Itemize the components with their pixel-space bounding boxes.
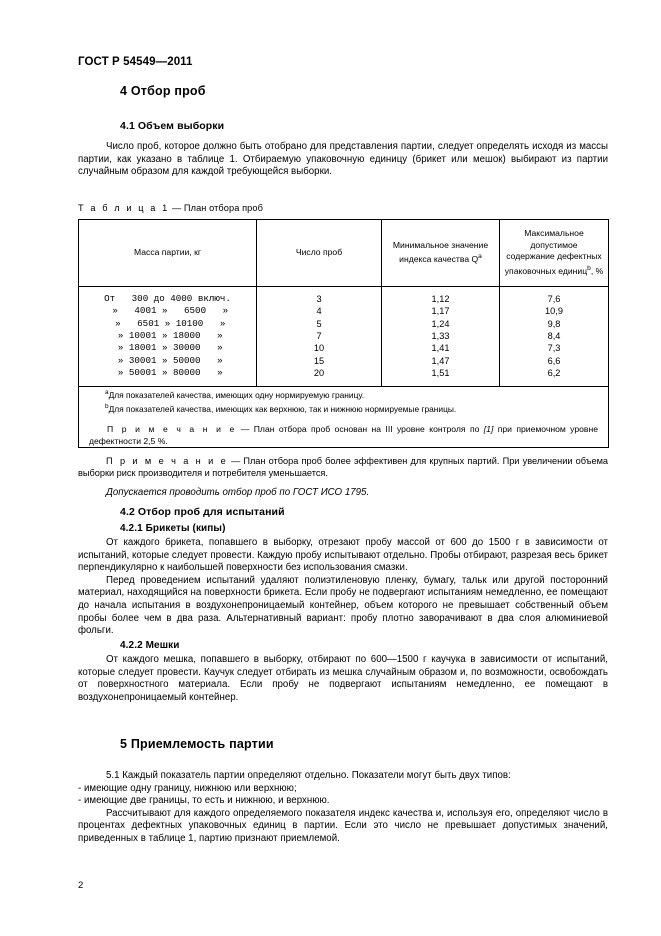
cell-samples: 3: [257, 286, 382, 305]
table-caption-label: Т а б л и ц а 1: [78, 203, 170, 213]
cell-mass: » 6501 » 10100 »: [79, 318, 257, 330]
section-4-heading-block: [78, 84, 608, 98]
table-footnotes-cell: [79, 386, 609, 447]
footnote-marker-a: a: [478, 253, 482, 260]
allowance-block: [78, 487, 608, 500]
section-5-1-block: [78, 770, 608, 846]
cell-defective-percent: 10,9: [500, 305, 609, 317]
cell-mass: » 50001 » 80000 »: [79, 367, 257, 386]
table-note-reference: [1]: [483, 424, 494, 435]
section-4-2-1-paragraph-1: От каждого брикета, попавшего в выборку, отрезают пробу массой от 600 до 1500 г в зависимости от испытаний, которые следует провести. Каждую пробу испытывают отдельно. Пробы отбирают, разрезая весь брикет перпендикулярно к наибольшей поверхности без использования смазки.: [78, 537, 608, 574]
cell-defective-percent: 7,6: [500, 286, 609, 305]
section-5-title: 5 Приемлемость партии: [120, 737, 274, 751]
cell-defective-percent: 6,2: [500, 367, 609, 386]
section-4-1-title: 4.1 Объем выборки: [120, 120, 225, 132]
section-5-1-bullet-2: - имеющие две границы, то есть и нижнюю, и верхнюю.: [78, 795, 330, 807]
cell-defective-percent: 9,8: [500, 318, 609, 330]
cell-quality-index: 1,17: [382, 305, 500, 317]
cell-quality-index: 1,47: [382, 355, 500, 367]
note-after-table-label: П р и м е ч а н и е: [106, 456, 228, 466]
cell-defective-percent: 7,3: [500, 342, 609, 354]
table-row: [79, 286, 609, 305]
section-4-2-2-title: 4.2.2 Мешки: [120, 640, 180, 651]
cell-quality-index: 1,33: [382, 330, 500, 342]
table-footnotes-row: [79, 386, 609, 447]
section-4-1-paragraph: Число проб, которое должно быть отобрано для представления партии, следует определять исходя из массы партии, как указано в таблице 1. Отбираемую упаковочную единицу (брикет или мешок) выбирают из партии случайным образом для каждой требующейся выборки.: [78, 141, 608, 178]
table-caption-text: — План отбора проб: [169, 203, 263, 213]
cell-samples: 7: [257, 330, 382, 342]
cell-samples: 4: [257, 305, 382, 317]
page-number: 2: [78, 880, 84, 891]
table-note-label: П р и м е ч а н и е: [107, 424, 237, 435]
footnote-b-marker: b: [105, 402, 109, 410]
section-4-1-block: [78, 120, 608, 179]
cell-samples: 5: [257, 318, 382, 330]
column-header-defective-line1: Максимальное допустимое: [524, 228, 584, 250]
section-4-2-title: 4.2 Отбор проб для испытаний: [120, 506, 285, 518]
table-row: [79, 355, 609, 367]
section-4-2-2-paragraph-1: От каждого мешка, попавшего в выборку, отбирают по 600—1500 г каучука в зависимости от испытаний, которые следует провести. Каучук следует отбирать из мешка случайным образом и, по возможности, освобождать от поверхностного материала. Если пробу не подвергают испытаниям немедленно, ее помещают в воздухонепроницаемый контейнер.: [78, 654, 608, 703]
section-4-2-block: [78, 506, 608, 518]
section-5-block: [78, 737, 608, 751]
section-4-title: 4 Отбор проб: [120, 84, 206, 98]
table-note-text: — План отбора проб основан на III уровне контроля по: [236, 424, 484, 435]
cell-samples: 15: [257, 355, 382, 367]
table-row: [79, 305, 609, 317]
allowance-text: Допускается проводить отбор проб по ГОСТ ИСО 1795.: [106, 487, 370, 498]
section-5-1-paragraph-2: Рассчитывают для каждого определяемого показателя индекс качества и, используя его, определяют число в процентах дефектных упаковочных единиц в партии. Если это число не превышает допустимых значений, приведенных в таблице 1, партию признают приемлемой.: [78, 807, 608, 844]
table-header-row: [79, 220, 609, 287]
footnote-b: [79, 401, 608, 415]
document-standard-header: ГОСТ Р 54549—2011: [78, 56, 193, 68]
cell-mass: » 10001 » 18000 »: [79, 330, 257, 342]
column-header-quality-index: [382, 220, 500, 287]
cell-samples: 20: [257, 367, 382, 386]
section-4-2-1-title: 4.2.1 Брикеты (кипы): [120, 523, 226, 534]
section-4-2-1-paragraph-2: Перед проведением испытаний удаляют полиэтиленовую пленку, бумагу, тальк или другой посторонний материал, находящийся на поверхности брикета. Если пробу не подвергают испытаниям немедленно, ее помещают до начала испытания в воздухонепроницаемый контейнер, объем которого не превышает собственный объем пробы более чем в два раза. Альтернативный вариант: пробу плотно заворачивают в два слоя алюминиевой фольги.: [78, 574, 608, 637]
cell-mass: От 300 до 4000 включ.: [79, 286, 257, 305]
note-after-table: [78, 455, 608, 479]
section-5-1-bullet-1: - имеющие одну границу, нижнюю или верхнюю;: [78, 782, 297, 794]
sampling-plan-table-block: [78, 219, 608, 448]
table-header: [79, 220, 609, 287]
table-caption: [78, 203, 608, 213]
cell-mass: » 4001 » 6500 »: [79, 305, 257, 317]
footnote-marker-b: b: [587, 264, 591, 272]
cell-defective-percent: 8,4: [500, 330, 609, 342]
footnote-a-marker: a: [105, 388, 109, 396]
column-header-defective-units: [500, 220, 609, 287]
column-header-defective-line3: упаковочных единиц: [504, 265, 588, 276]
column-header-quality-index-line1: Минимальное значение: [392, 239, 489, 250]
table-row: [79, 342, 609, 354]
footnote-a: [79, 387, 608, 401]
table-caption-block: [78, 203, 608, 213]
cell-mass: » 30001 » 50000 »: [79, 355, 257, 367]
footnote-a-text: Для показателей качества, имеющих одну нормируемую границу.: [108, 389, 365, 400]
column-header-samples: Число проб: [257, 220, 382, 287]
cell-mass: » 18001 » 30000 »: [79, 342, 257, 354]
table-row: [79, 330, 609, 342]
table-note: [79, 424, 608, 447]
sampling-plan-table: [78, 219, 609, 448]
table-row: [79, 318, 609, 330]
column-header-mass: Масса партии, кг: [79, 220, 257, 287]
column-header-defective-line2: содержание дефектных: [506, 251, 602, 261]
table-footer: [79, 386, 609, 447]
table-body: [79, 286, 609, 386]
cell-quality-index: 1,41: [382, 342, 500, 354]
cell-quality-index: 1,12: [382, 286, 500, 305]
column-header-defective-tail: , %: [590, 265, 604, 276]
note-after-table-text: — План отбора проб более эффективен для крупных партий. При увеличении объема выборки риск производителя и потребителя уменьшается.: [78, 456, 609, 478]
cell-defective-percent: 6,6: [500, 355, 609, 367]
table-note-text2: при приемочном уровне дефектности 2,5 %.: [89, 424, 599, 446]
cell-quality-index: 1,51: [382, 367, 500, 386]
column-header-quality-index-line2: индекса качества Q: [399, 253, 479, 264]
cell-quality-index: 1,24: [382, 318, 500, 330]
cell-samples: 10: [257, 342, 382, 354]
section-5-1-paragraph-1: 5.1 Каждый показатель партии определяют отдельно. Показатели могут быть двух типов:: [106, 770, 511, 781]
section-4-2-1-block: [78, 523, 608, 638]
footnote-b-text: Для показателей качества, имеющих как верхнюю, так и нижнюю нормируемые границы.: [108, 403, 457, 414]
table-row: [79, 367, 609, 386]
note-after-table-block: [78, 455, 608, 479]
section-4-2-2-block: [78, 640, 608, 704]
